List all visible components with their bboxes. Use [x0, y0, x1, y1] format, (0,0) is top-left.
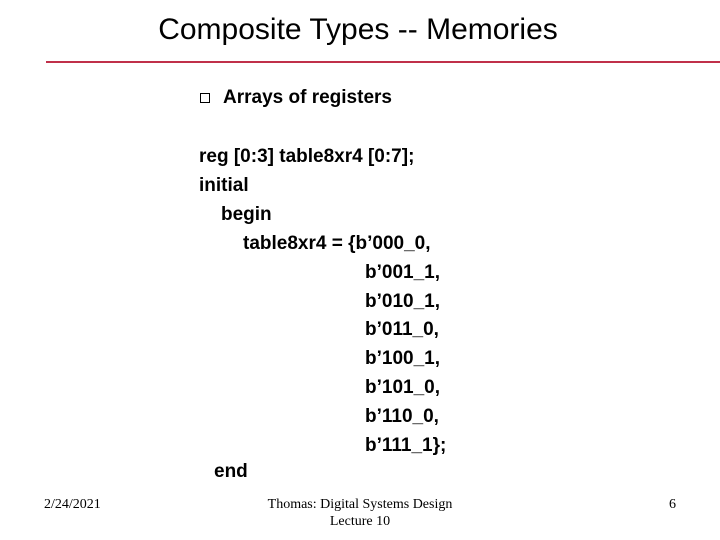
code-line: end — [214, 461, 248, 482]
code-line: reg [0:3] table8xr4 [0:7]; — [199, 146, 415, 167]
code-line: b’100_1, — [365, 348, 440, 369]
footer-course — [260, 496, 460, 530]
code-line: b’101_0, — [365, 377, 440, 398]
code-line: table8xr4 = {b’000_0, — [243, 233, 431, 254]
code-line: initial — [199, 175, 249, 196]
footer-lecture: Lecture 10 — [329, 514, 391, 529]
page-number: 6 — [669, 497, 676, 512]
bullet-text: Arrays of registers — [223, 87, 392, 108]
footer-date: 2/24/2021 — [44, 497, 101, 512]
code-line: b’010_1, — [365, 291, 440, 312]
code-line: b’001_1, — [365, 262, 440, 283]
code-line: b’110_0, — [365, 406, 439, 427]
code-line: b’011_0, — [365, 319, 439, 340]
code-line: begin — [221, 204, 272, 225]
footer-course-title: Thomas: Digital Systems Design — [267, 497, 453, 512]
code-line: b’111_1}; — [365, 435, 447, 456]
slide-title: Composite Types -- Memories — [158, 13, 558, 46]
